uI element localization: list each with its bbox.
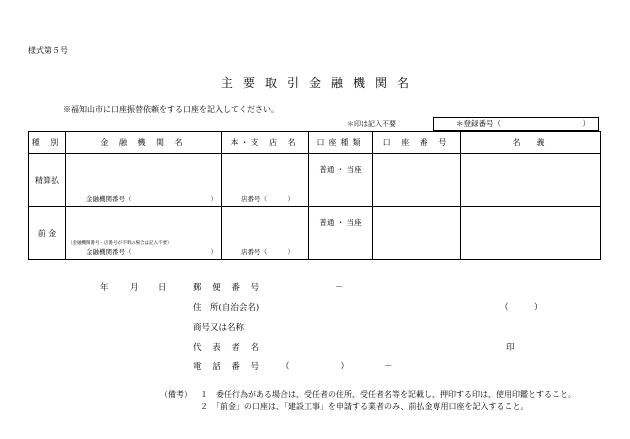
header-account-holder: 名 義: [461, 132, 601, 154]
stamp-note: ＊印は記入不要: [347, 120, 396, 128]
branch-code-close: ）: [287, 195, 294, 203]
bank-code-close: ）: [210, 248, 217, 256]
remark-item: ２ 「前金」の口座は、「建設工事」を申請する業者のみ、前払金専用口座を記入すること。: [200, 402, 529, 411]
phone-paren: （ ）: [281, 362, 350, 372]
table-header-row: [29, 132, 601, 154]
date-day: 日: [158, 283, 167, 293]
account-number-cell[interactable]: [373, 207, 461, 260]
branch-code-label: 店番号（: [241, 195, 267, 203]
title-char: 取: [264, 76, 277, 90]
form-number: 様式第５号: [28, 46, 68, 55]
bank-name-cell[interactable]: [66, 154, 222, 207]
title-char: 金: [308, 76, 321, 90]
address-label: 住 所(自治会名): [193, 303, 260, 313]
header-bank-name: 金 融 機 関 名: [66, 132, 222, 154]
bank-code-label: 金融機関番号（: [86, 248, 132, 256]
representative-label: 代 表 者 名: [193, 343, 264, 353]
instruction-note: ※福知山市に口座振替依頼をする口座を記入してください。: [63, 105, 279, 114]
account-holder-cell[interactable]: [461, 207, 601, 260]
form-title: [0, 74, 630, 91]
date-year: 年: [100, 283, 109, 293]
title-char: 名: [397, 76, 410, 90]
header-branch-name: 本･支 店 名: [222, 132, 309, 154]
bank-name-cell[interactable]: [66, 207, 222, 260]
branch-name-cell[interactable]: [222, 154, 309, 207]
postal-code-label: 郵 便 番 号: [193, 283, 264, 293]
account-holder-cell[interactable]: [461, 154, 601, 207]
branch-name-cell[interactable]: [222, 207, 309, 260]
table-footnote: （金融機関番号・店番号が不明の場合は記入不要）: [68, 241, 172, 246]
row-label: 前 金: [29, 207, 66, 260]
account-type-cell[interactable]: 普通 ・ 当座: [309, 207, 373, 260]
title-char: 主: [220, 76, 233, 90]
header-account-number: 口 座 番 号: [373, 132, 461, 154]
table-row: [29, 154, 601, 207]
seal-mark: 印: [506, 343, 515, 353]
registration-label: ＊登録番号（: [456, 119, 501, 128]
phone-dash: －: [384, 362, 393, 372]
title-char: 要: [242, 76, 255, 90]
title-char: 関: [375, 76, 388, 90]
bank-code-label: 金融機関番号（: [86, 195, 132, 203]
branch-code-label: 店番号（: [241, 248, 267, 256]
address-paren: （ ）: [500, 303, 543, 313]
phone-label: 電 話 番 号: [193, 362, 264, 372]
bank-code-close: ）: [210, 195, 217, 203]
title-char: 機: [353, 76, 366, 90]
account-number-cell[interactable]: [373, 154, 461, 207]
registration-number-field[interactable]: [433, 117, 599, 131]
header-type: 種 別: [29, 132, 66, 154]
account-type-cell[interactable]: 普通 ・ 当座: [309, 154, 373, 207]
business-name-label: 商号又は名称: [193, 323, 245, 333]
header-account-type: 口座種類: [309, 132, 373, 154]
title-char: 引: [286, 76, 299, 90]
date-month: 月: [130, 283, 139, 293]
branch-code-close: ）: [287, 248, 294, 256]
remark-item: １ 委任行為がある場合は、受任者の住所、受任者名等を記載し、押印する印は、使用印鑑とすること。: [200, 390, 576, 399]
postal-code-dash: －: [335, 283, 344, 293]
table-row: [29, 207, 601, 260]
row-label: 精算払: [29, 154, 66, 207]
registration-close: ）: [582, 119, 590, 128]
title-char: 融: [331, 76, 344, 90]
remarks-heading: （備考）: [160, 390, 192, 399]
